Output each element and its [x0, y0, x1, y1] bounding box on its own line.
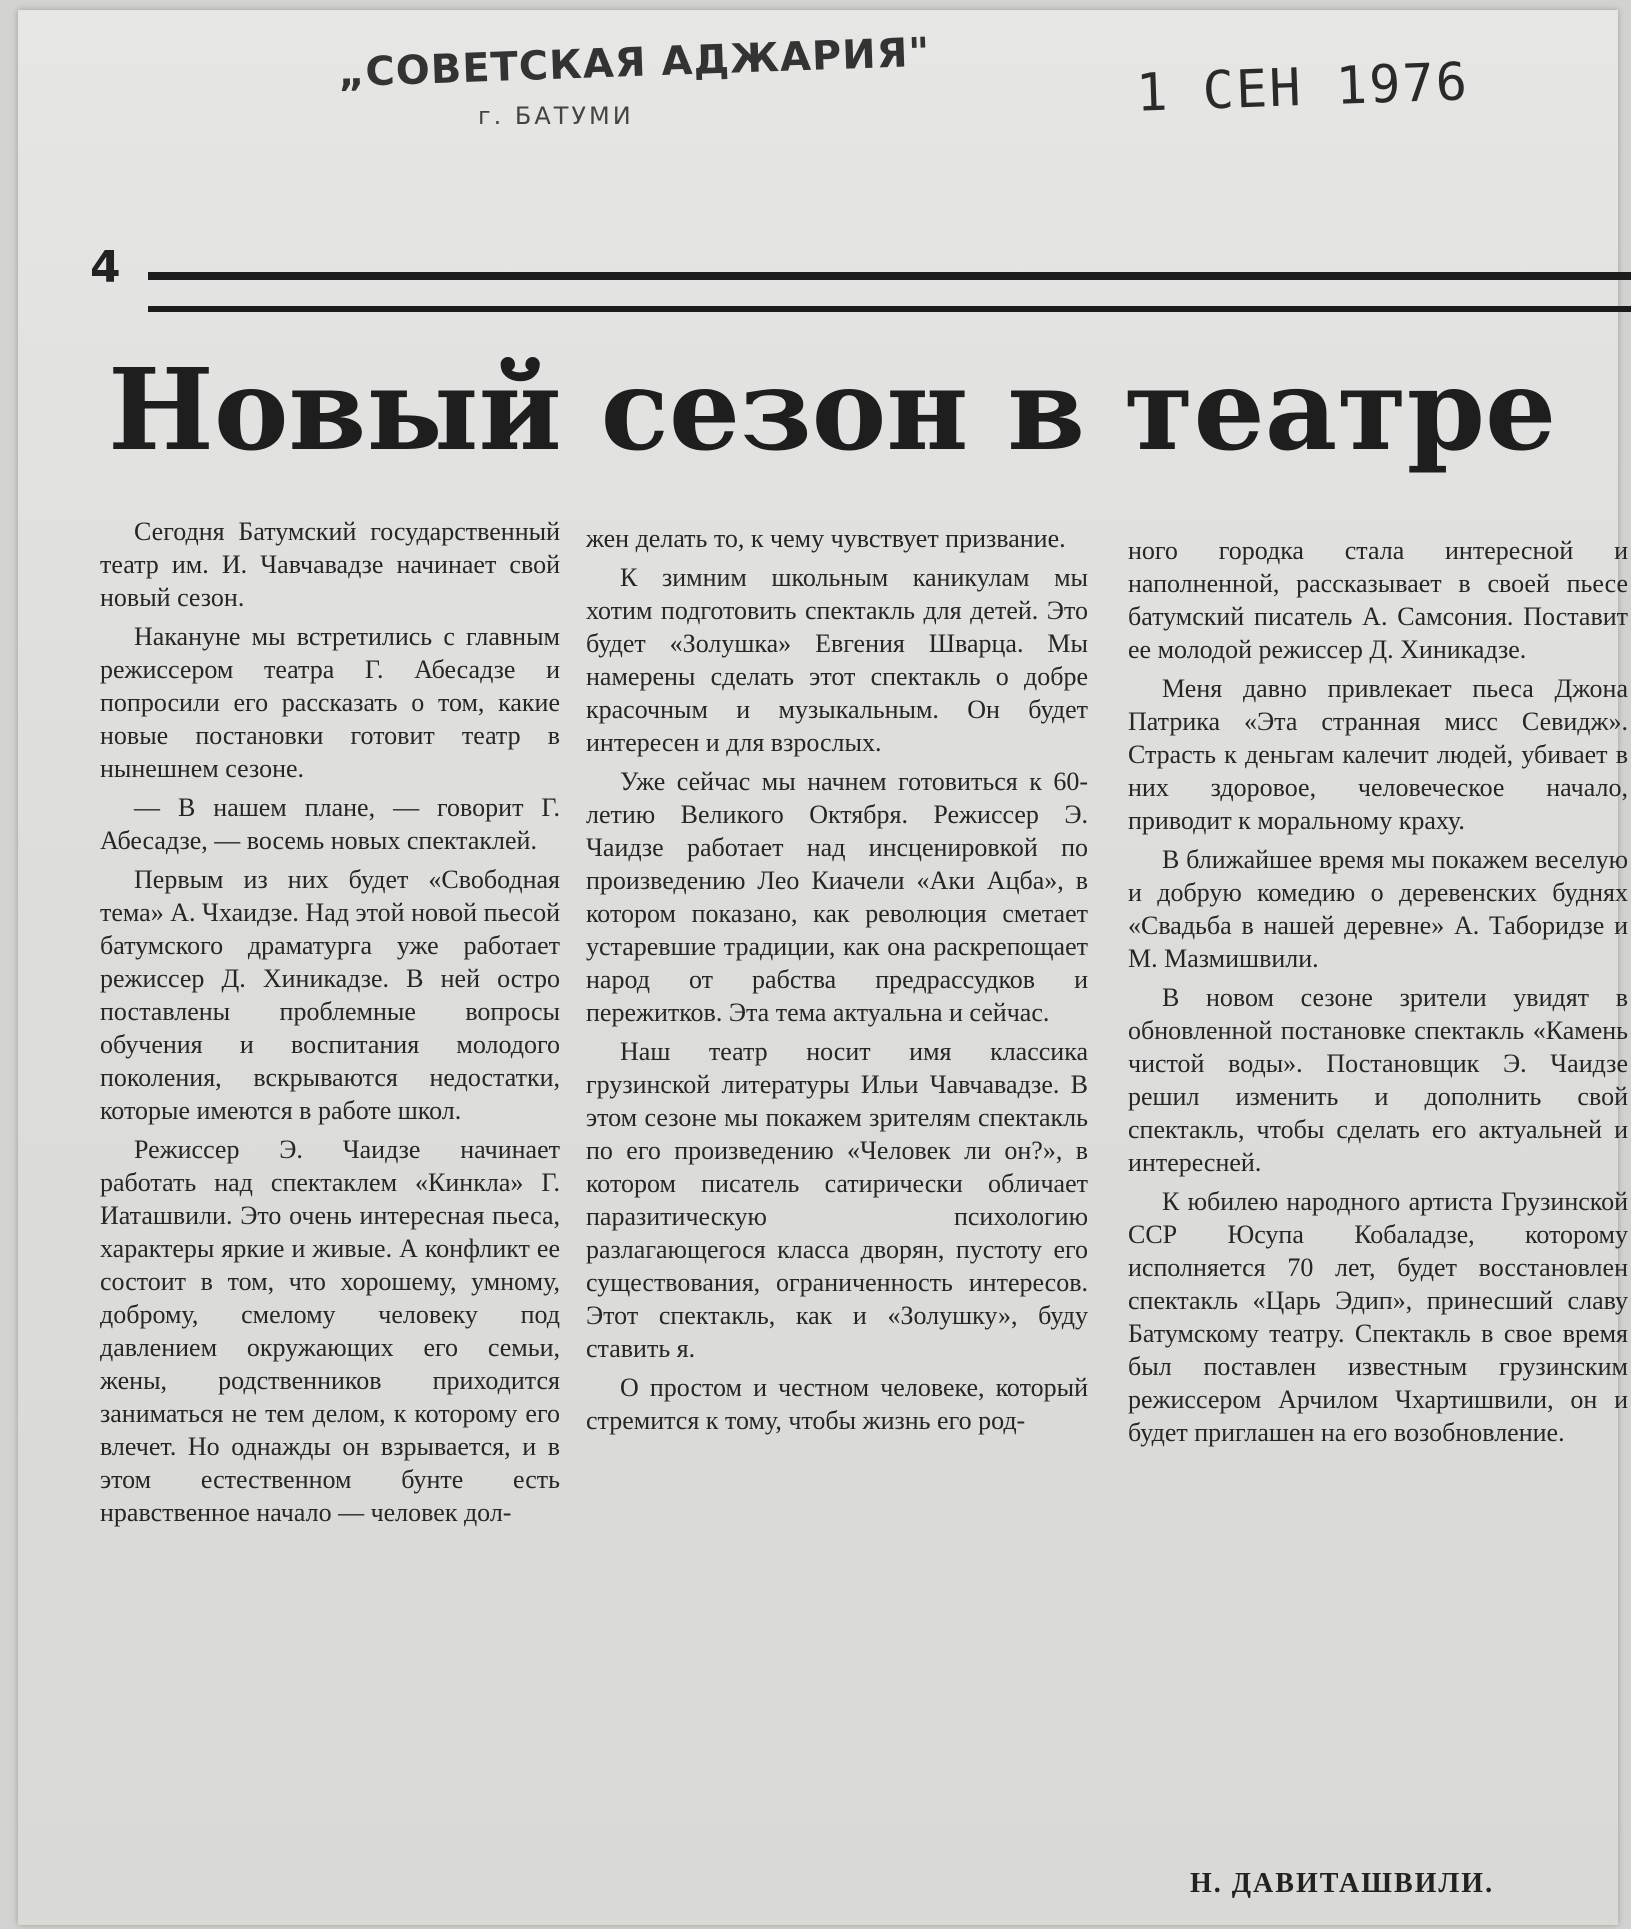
newspaper-clipping	[18, 10, 1628, 1925]
paragraph: В ближайшее время мы покажем веселую и добрую комедию о деревенских буднях «Свадьба в нашей деревне» А. Таборидзе и М. Мазмишвили.	[1128, 845, 1628, 973]
paragraph: В новом сезоне зрители увидят в обновленной постановке спектакль «Камень чистой воды». Постановщик Э. Чаидзе решил изменить и дополнить свой спектакль, чтобы сделать его актуальней и интересней.	[1128, 983, 1628, 1177]
paragraph: Уже сейчас мы начнем готовиться к 60-летию Великого Октября. Режиссер Э. Чаидзе работает над инсценировкой по произведению Лео Киачели «Аки Ацба», в котором показано, как революция сметает устаревшие традиции, как она раскрепощает народ от рабства предрассудков и пережитков. Эта тема актуальна и сейчас.	[586, 767, 1088, 1027]
author-signature: Н. ДАВИТАШВИЛИ.	[1190, 1868, 1495, 1899]
date-stamp: 1 СЕН 1976	[1135, 52, 1471, 124]
page-number: 4	[90, 242, 121, 293]
paragraph: Режиссер Э. Чаидзе начинает работать над спектаклем «Кинкла» Г. Иаташвили. Это очень интересная пьеса, характеры яркие и живые. А конфликт ее состоит в том, что хорошему, умному, доброму, смелому человеку под давлением окружающих его семьи, жены, родственников приходится заниматься не тем делом, к которому его влечет. Но однажды он взрывается, и в этом естественном бунте есть нравственное начало — человек дол-	[100, 1135, 560, 1527]
city-stamp: г. БАТУМИ	[478, 102, 634, 130]
paragraph: — В нашем плане, — говорит Г. Абесадзе, — восемь новых спектаклей.	[100, 793, 560, 855]
paragraph: К юбилею народного артиста Грузинской ССР Юсупа Кобаладзе, которому исполняется 70 лет, будет восстановлен спектакль «Царь Эдип», принесший славу Батумскому театру. Спектакль в свое время был поставлен известным грузинским режиссером Арчилом Чхартишвили, он и будет приглашен на его возобновление.	[1128, 1187, 1628, 1447]
article-column-1	[100, 515, 560, 1535]
paragraph: К зимним школьным каникулам мы хотим подготовить спектакль для детей. Это будет «Золушка» Евгения Шварца. Мы намерены сделать этот спектакль о добре красочным и музыкальным. Он будет интересен и для взрослых.	[586, 563, 1088, 757]
top-rule	[148, 272, 1631, 280]
paragraph: Меня давно привлекает пьеса Джона Патрика «Эта странная мисс Севидж». Страсть к деньгам калечит людей, убивает в них здоровое, человеческое начало, приводит к моральному краху.	[1128, 674, 1628, 835]
paragraph: О простом и честном человеке, который стремится к тому, чтобы жизнь его род-	[586, 1373, 1088, 1435]
paragraph: Наш театр носит имя классика грузинской литературы Ильи Чавчавадзе. В этом сезоне мы покажем зрителям спектакль по его произведению «Человек ли он?», в котором писатель сатирически обличает паразитическую психологию разлагающегося класса дворян, пустоту его существования, ограниченность интересов. Этот спектакль, как и «Золушку», буду ставить я.	[586, 1037, 1088, 1363]
paragraph-continuation: ного городка стала интересной и наполненной, рассказывает в своей пьесе батумский писатель А. Самсония. Поставит ее молодой режиссер Д. Хиникадзе.	[1128, 536, 1628, 664]
bottom-rule	[148, 306, 1631, 312]
article-column-2	[586, 522, 1088, 1443]
paragraph: Сегодня Батумский государственный театр им. И. Чавчавадзе начинает свой новый сезон.	[100, 517, 560, 612]
article-column-3	[1128, 534, 1628, 1455]
paragraph-continuation: жен делать то, к чему чувствует призвание.	[586, 524, 1066, 553]
paragraph: Первым из них будет «Свободная тема» А. Чхаидзе. Над этой новой пьесой батумского драматурга уже работает режиссер Д. Хиникадзе. В ней остро поставлены проблемные вопросы обучения и воспитания молодого поколения, вскрываются недостатки, которые имеются в работе школ.	[100, 865, 560, 1125]
newspaper-name-stamp: „СОВЕТСКАЯ АДЖАРИЯ"	[337, 29, 932, 97]
article-headline: Новый сезон в театре	[108, 345, 1557, 476]
paragraph: Накануне мы встретились с главным режиссером театра Г. Абесадзе и попросили его рассказать о том, какие новые постановки готовит театр в нынешнем сезоне.	[100, 622, 560, 783]
